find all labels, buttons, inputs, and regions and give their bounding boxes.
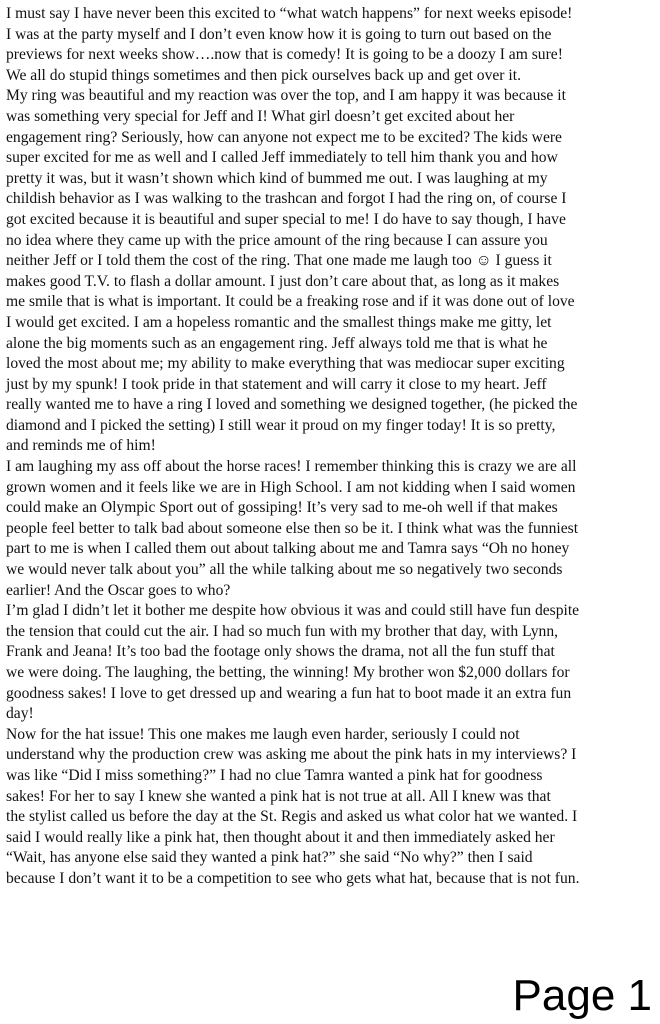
text-line: just by my spunk! I took pride in that statement and will carry it close to my heart. Jeff (6, 375, 547, 393)
text-line: sakes! For her to say I knew she wanted a pink hat is not true at all. All I knew was that (6, 787, 551, 805)
text-line: I’m glad I didn’t let it bother me despite how obvious it was and could still have fun despite (6, 602, 580, 620)
document-body (6, 4, 658, 890)
text-line: We all do stupid things sometimes and then pick ourselves back up and get over it. (6, 66, 521, 84)
text-line: goodness sakes! I love to get dressed up and wearing a fun hat to boot made it an extra fun (6, 684, 572, 702)
text-line: understand why the production crew was asking me about the pink hats in my interviews? I (6, 746, 577, 764)
text-line: me smile that is what is important. It could be a freaking rose and if it was done out of love (6, 293, 575, 311)
text-line: grown women and it feels like we are in High School. I am not kidding when I said women (6, 478, 576, 496)
text-line: I was at the party myself and I don’t even know how it is going to turn out based on the (6, 25, 552, 43)
text-line: loved the most about me; my ability to make everything that was mediocar super exciting (6, 355, 565, 373)
text-line: and reminds me of him! (6, 437, 156, 455)
text-line: the tension that could cut the air. I had so much fun with my brother that day, with Lynn, (6, 622, 559, 640)
text-line: super excited for me as well and I called Jeff immediately to tell him thank you and how (6, 149, 558, 167)
text-line: I am laughing my ass off about the horse races! I remember thinking this is crazy we are all (6, 458, 577, 476)
page-number: Page 1 (512, 971, 652, 1020)
text-line: I must say I have never been this excited to “what watch happens” for next weeks episode! (6, 5, 573, 22)
text-line: Now for the hat issue! This one makes me laugh even harder, seriously I could not (6, 725, 520, 743)
text-line: because I don’t want it to be a competition to see who gets what hat, because that is not fun. (6, 869, 580, 887)
text-line: Frank and Jeana! It’s too bad the footage only shows the drama, not all the fun stuff that (6, 643, 555, 661)
text-line: could make an Olympic Sport out of gossiping! It’s very sad to me-oh well if that makes (6, 499, 558, 517)
text-line: earlier! And the Oscar goes to who? (6, 581, 231, 599)
text-line: said I would really like a pink hat, then thought about it and then immediately asked her (6, 828, 555, 846)
text-line: makes good T.V. to flash a dollar amount. I just don’t care about that, as long as it makes (6, 272, 560, 290)
text-line: childish behavior as I was walking to the trashcan and forgot I had the ring on, of course I (6, 190, 567, 208)
text-line: alone the big moments such as an engagement ring. Jeff always told me that is what he (6, 334, 548, 352)
text-line: My ring was beautiful and my reaction was over the top, and I am happy it was because it (6, 87, 566, 105)
text-line: really wanted me to have a ring I loved and something we designed together, (he picked the (6, 396, 578, 414)
text-line: diamond and I picked the setting) I still wear it proud on my finger today! It is so pretty, (6, 416, 556, 434)
text-line: pretty it was, but it wasn’t shown which kind of bummed me out. I was laughing at my (6, 169, 548, 187)
text-line: I would get excited. I am a hopeless romantic and the smallest things make me gitty, let (6, 313, 552, 331)
text-line: was something very special for Jeff and I! What girl doesn’t get excited about her (6, 107, 515, 125)
text-line: the stylist called us before the day at the St. Regis and asked us what color hat we wanted. I (6, 808, 578, 826)
text-line: “Wait, has anyone else said they wanted a pink hat?” she said “No why?” then I said (6, 849, 533, 867)
text-line: people feel better to talk bad about someone else then so be it. I think what was the funniest (6, 519, 579, 537)
text-line: was like “Did I miss something?” I had no clue Tamra wanted a pink hat for goodness (6, 766, 543, 784)
text-line: previews for next weeks show….now that is comedy! It is going to be a doozy I am sure! (6, 46, 563, 64)
text-line: got excited because it is beautiful and super special to me! I do have to say though, I have (6, 210, 566, 228)
text-line: neither Jeff or I told them the cost of the ring. That one made me laugh too ☺ I guess it (6, 252, 552, 270)
text-line: day! (6, 705, 34, 723)
text-line: no idea where they came up with the price amount of the ring because I can assure you (6, 231, 548, 249)
text-line: we would never talk about you” all the while talking about me so negatively two seconds (6, 561, 563, 579)
text-line: we were doing. The laughing, the betting, the winning! My brother won $2,000 dollars for (6, 664, 570, 681)
text-line: engagement ring? Seriously, how can anyone not expect me to be excited? The kids were (6, 128, 562, 146)
text-line: part to me is when I called them out about talking about me and Tamra says “Oh no honey (6, 540, 570, 558)
